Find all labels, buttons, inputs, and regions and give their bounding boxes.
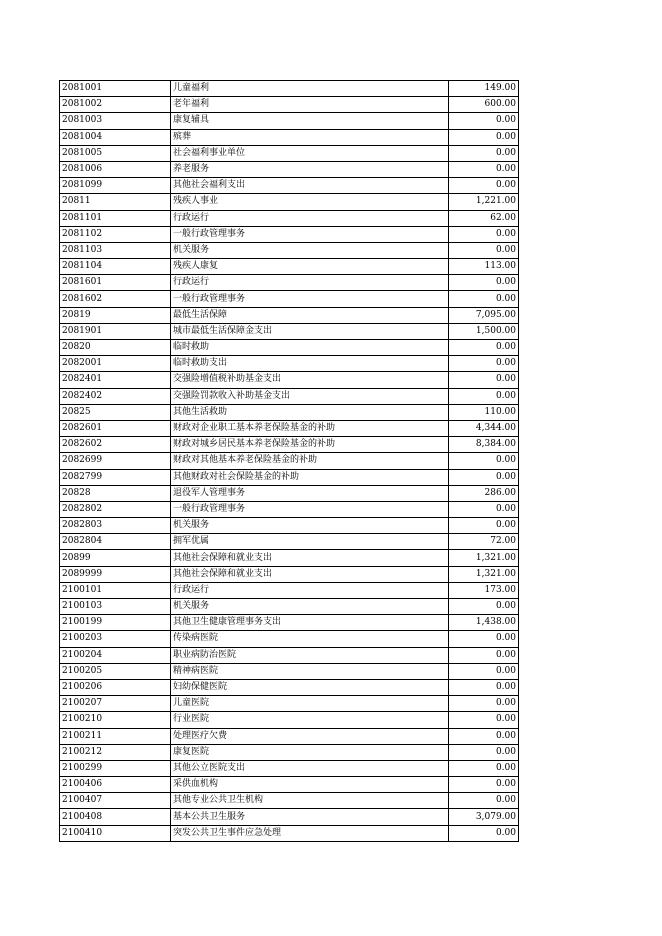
table-row — [60, 809, 519, 825]
subject-code-cell: 2081101 — [60, 210, 171, 226]
amount-cell: 0.00 — [449, 518, 519, 534]
subject-code-cell: 2082601 — [60, 420, 171, 436]
table-row — [60, 307, 519, 323]
amount-cell: 0.00 — [449, 760, 519, 776]
amount-cell: 1,321.00 — [449, 566, 519, 582]
subject-name-cell: 其他社会保障和就业支出 — [171, 566, 449, 582]
table-row — [60, 679, 519, 695]
subject-code-cell: 2081103 — [60, 242, 171, 258]
subject-code-cell: 20828 — [60, 485, 171, 501]
amount-cell: 0.00 — [449, 145, 519, 161]
subject-name-cell: 突发公共卫生事件应急处理 — [171, 825, 449, 841]
table-row — [60, 404, 519, 420]
table-row — [60, 518, 519, 534]
subject-code-cell: 2081901 — [60, 323, 171, 339]
subject-name-cell: 临时救助 — [171, 340, 449, 356]
table-row — [60, 388, 519, 404]
subject-name-cell: 最低生活保障 — [171, 307, 449, 323]
subject-code-cell: 2100210 — [60, 712, 171, 728]
subject-name-cell: 残疾人事业 — [171, 194, 449, 210]
subject-code-cell: 2081602 — [60, 291, 171, 307]
amount-cell: 0.00 — [449, 388, 519, 404]
subject-code-cell: 2082401 — [60, 372, 171, 388]
table-row — [60, 777, 519, 793]
subject-name-cell: 财政对企业职工基本养老保险基金的补助 — [171, 420, 449, 436]
amount-cell: 0.00 — [449, 728, 519, 744]
table-row — [60, 550, 519, 566]
subject-name-cell: 康复辅具 — [171, 113, 449, 129]
amount-cell: 0.00 — [449, 372, 519, 388]
subject-code-cell: 2081005 — [60, 145, 171, 161]
subject-name-cell: 其他卫生健康管理事务支出 — [171, 615, 449, 631]
subject-code-cell: 20899 — [60, 550, 171, 566]
table-row — [60, 744, 519, 760]
subject-name-cell: 交强险罚款收入补助基金支出 — [171, 388, 449, 404]
table-row — [60, 97, 519, 113]
subject-code-cell: 2100407 — [60, 793, 171, 809]
subject-code-cell: 2082001 — [60, 356, 171, 372]
subject-code-cell: 2082402 — [60, 388, 171, 404]
table-row — [60, 599, 519, 615]
amount-cell: 0.00 — [449, 744, 519, 760]
subject-name-cell: 基本公共卫生服务 — [171, 809, 449, 825]
table-row — [60, 259, 519, 275]
subject-name-cell: 其他社会福利支出 — [171, 178, 449, 194]
subject-name-cell: 职业病防治医院 — [171, 647, 449, 663]
amount-cell: 62.00 — [449, 210, 519, 226]
amount-cell: 0.00 — [449, 647, 519, 663]
subject-name-cell: 一般行政管理事务 — [171, 226, 449, 242]
subject-code-cell: 2100410 — [60, 825, 171, 841]
table-row — [60, 210, 519, 226]
amount-cell: 0.00 — [449, 340, 519, 356]
subject-code-cell: 2100299 — [60, 760, 171, 776]
table-row — [60, 275, 519, 291]
table-row — [60, 501, 519, 517]
table-row — [60, 485, 519, 501]
table-row — [60, 469, 519, 485]
subject-code-cell: 2100103 — [60, 599, 171, 615]
amount-cell: 0.00 — [449, 129, 519, 145]
amount-cell: 149.00 — [449, 81, 519, 97]
amount-cell: 8,384.00 — [449, 437, 519, 453]
amount-cell: 7,095.00 — [449, 307, 519, 323]
table-row — [60, 566, 519, 582]
subject-name-cell: 老年福利 — [171, 97, 449, 113]
subject-name-cell: 养老服务 — [171, 161, 449, 177]
table-row — [60, 453, 519, 469]
amount-cell: 0.00 — [449, 663, 519, 679]
amount-cell: 0.00 — [449, 469, 519, 485]
subject-name-cell: 其他生活救助 — [171, 404, 449, 420]
table-row — [60, 793, 519, 809]
subject-code-cell: 2100199 — [60, 615, 171, 631]
amount-cell: 286.00 — [449, 485, 519, 501]
subject-code-cell: 20820 — [60, 340, 171, 356]
table-row — [60, 631, 519, 647]
subject-code-cell: 2081099 — [60, 178, 171, 194]
amount-cell: 0.00 — [449, 679, 519, 695]
amount-cell: 0.00 — [449, 113, 519, 129]
subject-code-cell: 2082802 — [60, 501, 171, 517]
subject-code-cell: 2081002 — [60, 97, 171, 113]
subject-name-cell: 儿童福利 — [171, 81, 449, 97]
table-row — [60, 437, 519, 453]
subject-code-cell: 2081102 — [60, 226, 171, 242]
table-row — [60, 340, 519, 356]
amount-cell: 0.00 — [449, 226, 519, 242]
amount-cell: 1,321.00 — [449, 550, 519, 566]
table-row — [60, 663, 519, 679]
subject-name-cell: 处理医疗欠费 — [171, 728, 449, 744]
table-row — [60, 323, 519, 339]
table-row — [60, 534, 519, 550]
amount-cell: 110.00 — [449, 404, 519, 420]
subject-name-cell: 行政运行 — [171, 582, 449, 598]
subject-code-cell: 2082803 — [60, 518, 171, 534]
subject-name-cell: 儿童医院 — [171, 696, 449, 712]
amount-cell: 0.00 — [449, 793, 519, 809]
amount-cell: 600.00 — [449, 97, 519, 113]
subject-code-cell: 2100406 — [60, 777, 171, 793]
subject-code-cell: 2082799 — [60, 469, 171, 485]
subject-name-cell: 一般行政管理事务 — [171, 501, 449, 517]
subject-code-cell: 2089999 — [60, 566, 171, 582]
subject-code-cell: 2081006 — [60, 161, 171, 177]
amount-cell: 0.00 — [449, 599, 519, 615]
subject-name-cell: 机关服务 — [171, 599, 449, 615]
subject-code-cell: 20819 — [60, 307, 171, 323]
table-row — [60, 696, 519, 712]
table-row — [60, 178, 519, 194]
amount-cell: 3,079.00 — [449, 809, 519, 825]
subject-code-cell: 2081104 — [60, 259, 171, 275]
budget-table — [59, 80, 519, 842]
amount-cell: 0.00 — [449, 178, 519, 194]
amount-cell: 0.00 — [449, 825, 519, 841]
amount-cell: 0.00 — [449, 777, 519, 793]
table-row — [60, 420, 519, 436]
subject-name-cell: 城市最低生活保障金支出 — [171, 323, 449, 339]
amount-cell: 0.00 — [449, 275, 519, 291]
amount-cell: 0.00 — [449, 453, 519, 469]
subject-name-cell: 采供血机构 — [171, 777, 449, 793]
subject-name-cell: 行政运行 — [171, 275, 449, 291]
amount-cell: 1,438.00 — [449, 615, 519, 631]
table-row — [60, 728, 519, 744]
subject-code-cell: 2100211 — [60, 728, 171, 744]
subject-code-cell: 2081003 — [60, 113, 171, 129]
subject-code-cell: 2081001 — [60, 81, 171, 97]
amount-cell: 113.00 — [449, 259, 519, 275]
subject-code-cell: 2100206 — [60, 679, 171, 695]
subject-code-cell: 2082699 — [60, 453, 171, 469]
subject-code-cell: 2081004 — [60, 129, 171, 145]
table-row — [60, 194, 519, 210]
subject-name-cell: 财政对其他基本养老保险基金的补助 — [171, 453, 449, 469]
subject-code-cell: 20811 — [60, 194, 171, 210]
table-row — [60, 760, 519, 776]
subject-name-cell: 退役军人管理事务 — [171, 485, 449, 501]
subject-code-cell: 2100212 — [60, 744, 171, 760]
subject-code-cell: 2082804 — [60, 534, 171, 550]
amount-cell: 173.00 — [449, 582, 519, 598]
table-row — [60, 242, 519, 258]
table-row — [60, 291, 519, 307]
subject-name-cell: 残疾人康复 — [171, 259, 449, 275]
subject-code-cell: 2100205 — [60, 663, 171, 679]
amount-cell: 1,221.00 — [449, 194, 519, 210]
table-row — [60, 712, 519, 728]
amount-cell: 4,344.00 — [449, 420, 519, 436]
subject-code-cell: 2100101 — [60, 582, 171, 598]
subject-name-cell: 其他财政对社会保险基金的补助 — [171, 469, 449, 485]
subject-name-cell: 精神病医院 — [171, 663, 449, 679]
subject-name-cell: 拥军优属 — [171, 534, 449, 550]
subject-name-cell: 机关服务 — [171, 242, 449, 258]
amount-cell: 72.00 — [449, 534, 519, 550]
subject-code-cell: 20825 — [60, 404, 171, 420]
subject-code-cell: 2100207 — [60, 696, 171, 712]
subject-code-cell: 2081601 — [60, 275, 171, 291]
subject-name-cell: 康复医院 — [171, 744, 449, 760]
subject-name-cell: 社会福利事业单位 — [171, 145, 449, 161]
table-row — [60, 582, 519, 598]
amount-cell: 1,500.00 — [449, 323, 519, 339]
subject-code-cell: 2100203 — [60, 631, 171, 647]
table-row — [60, 161, 519, 177]
budget-table-body — [60, 81, 519, 842]
subject-name-cell: 财政对城乡居民基本养老保险基金的补助 — [171, 437, 449, 453]
subject-name-cell: 其他社会保障和就业支出 — [171, 550, 449, 566]
subject-name-cell: 一般行政管理事务 — [171, 291, 449, 307]
amount-cell: 0.00 — [449, 242, 519, 258]
subject-name-cell: 妇幼保健医院 — [171, 679, 449, 695]
subject-name-cell: 其他公立医院支出 — [171, 760, 449, 776]
table-row — [60, 615, 519, 631]
subject-name-cell: 传染病医院 — [171, 631, 449, 647]
subject-name-cell: 临时救助支出 — [171, 356, 449, 372]
table-row — [60, 113, 519, 129]
table-row — [60, 145, 519, 161]
subject-name-cell: 其他专业公共卫生机构 — [171, 793, 449, 809]
table-row — [60, 81, 519, 97]
subject-code-cell: 2082602 — [60, 437, 171, 453]
amount-cell: 0.00 — [449, 291, 519, 307]
subject-name-cell: 行业医院 — [171, 712, 449, 728]
amount-cell: 0.00 — [449, 501, 519, 517]
subject-name-cell: 机关服务 — [171, 518, 449, 534]
table-row — [60, 356, 519, 372]
amount-cell: 0.00 — [449, 161, 519, 177]
subject-name-cell: 殡葬 — [171, 129, 449, 145]
amount-cell: 0.00 — [449, 356, 519, 372]
subject-code-cell: 2100204 — [60, 647, 171, 663]
subject-code-cell: 2100408 — [60, 809, 171, 825]
table-row — [60, 647, 519, 663]
table-row — [60, 825, 519, 841]
table-row — [60, 129, 519, 145]
table-row — [60, 372, 519, 388]
subject-name-cell: 交强险增值税补助基金支出 — [171, 372, 449, 388]
amount-cell: 0.00 — [449, 696, 519, 712]
amount-cell: 0.00 — [449, 712, 519, 728]
amount-cell: 0.00 — [449, 631, 519, 647]
table-row — [60, 226, 519, 242]
subject-name-cell: 行政运行 — [171, 210, 449, 226]
